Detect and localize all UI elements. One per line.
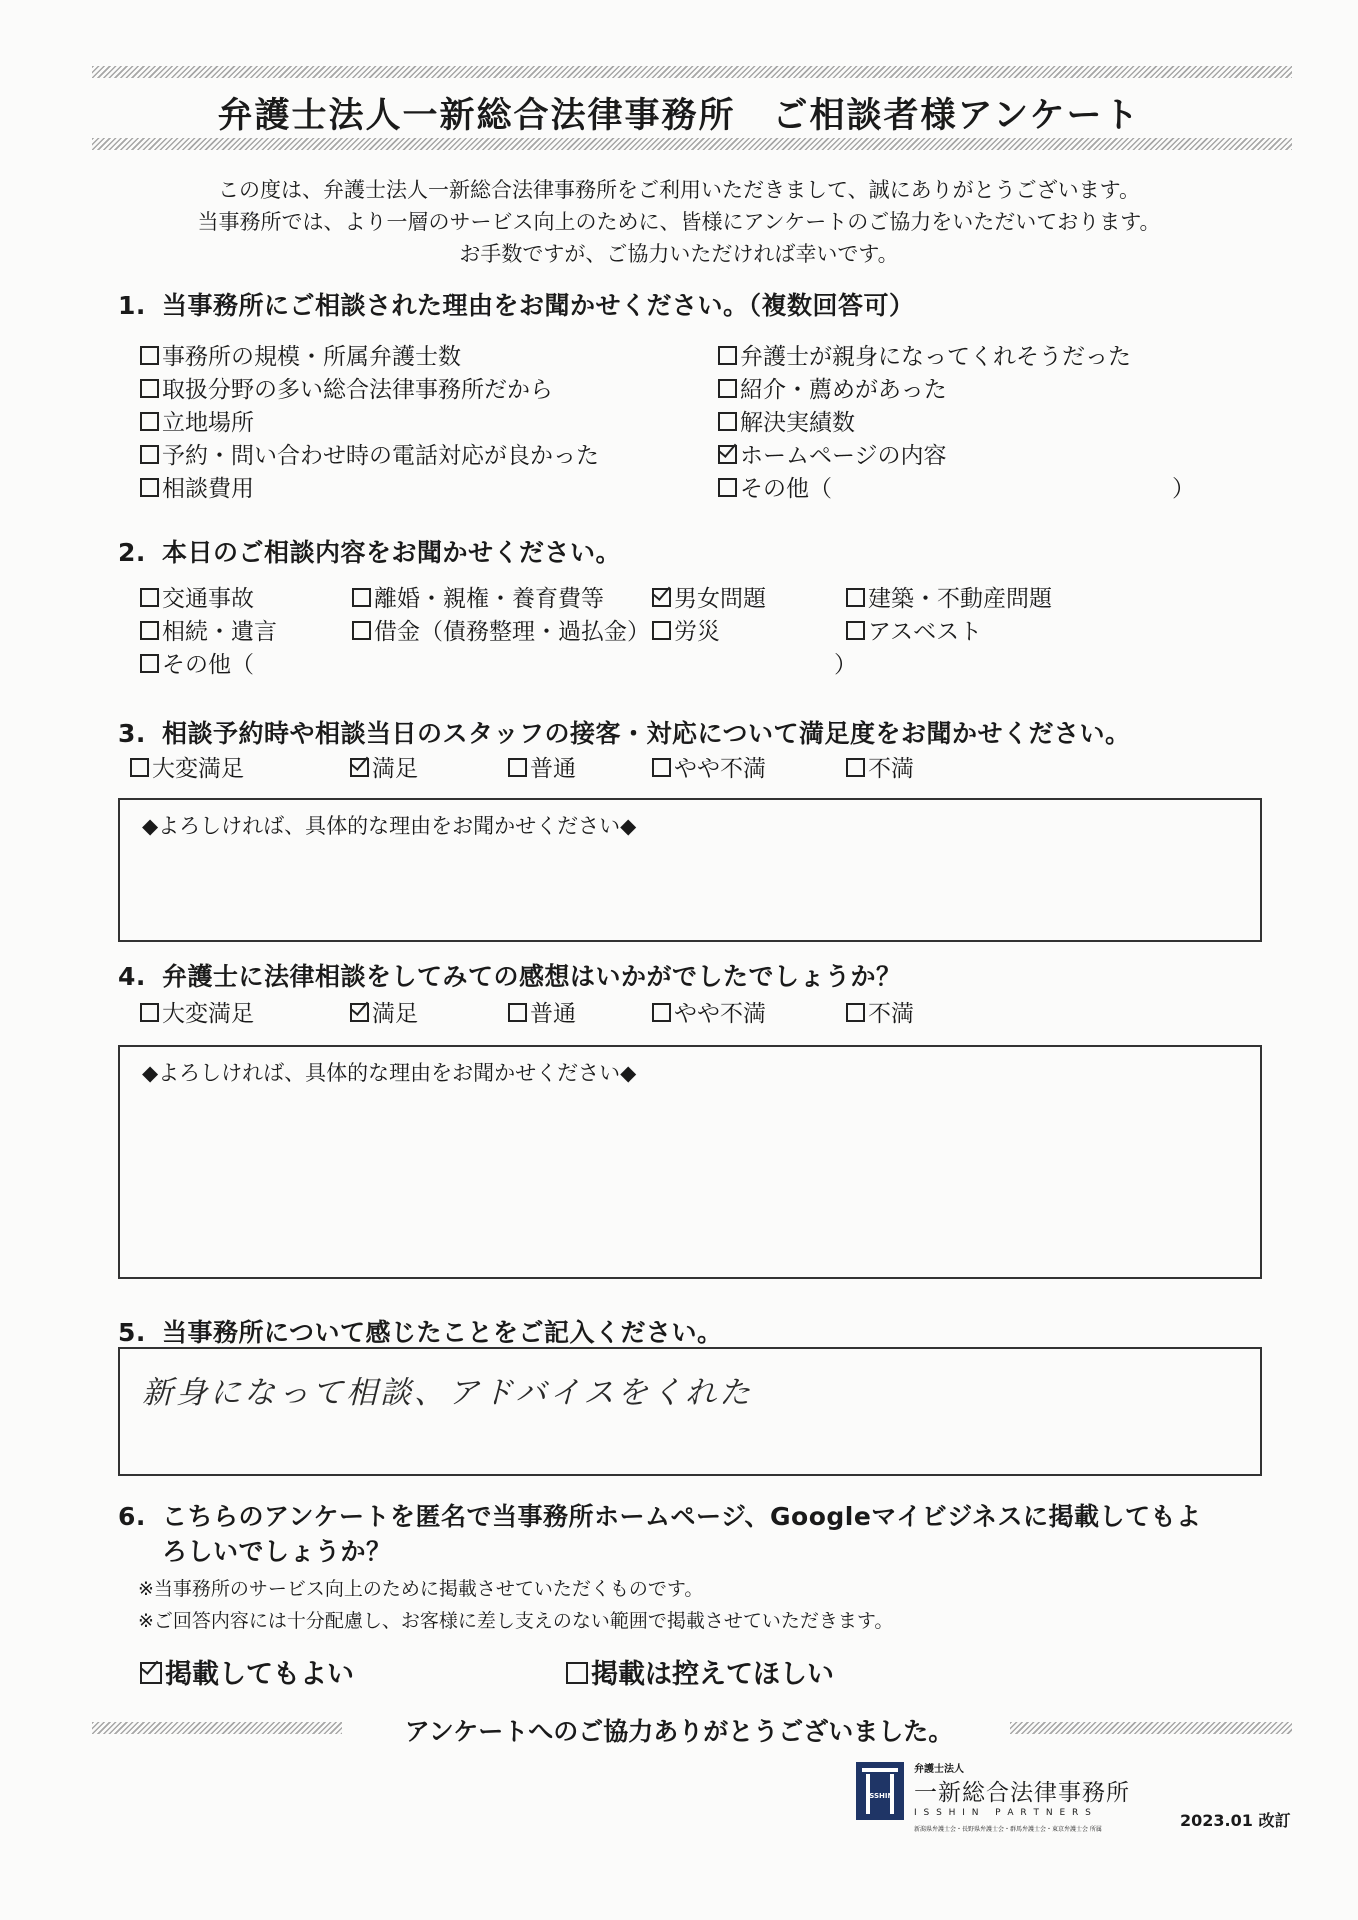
q4-number: 4. xyxy=(118,962,146,991)
q6-text-line1: こちらのアンケートを匿名で当事務所ホームページ、Googleマイビジネスに掲載してもよ xyxy=(162,1502,1202,1531)
q3-option-2[interactable]: 普通 xyxy=(508,750,576,783)
checkbox[interactable] xyxy=(140,412,159,431)
q2-option-2[interactable]: 男女問題 xyxy=(652,580,766,613)
q1-option-1[interactable]: 取扱分野の多い総合法律事務所だから xyxy=(140,371,553,404)
q1-option-0[interactable]: 事務所の規模・所属弁護士数 xyxy=(140,338,461,371)
q4-option-3[interactable]: やや不満 xyxy=(652,995,766,1028)
page-title: 弁護士法人一新総合法律事務所 ご相談者様アンケート xyxy=(217,96,1141,136)
q6-note-2: ※ご回答内容には十分配慮し、お客様に差し支えのない範囲で掲載させていただきます。 xyxy=(138,1610,894,1632)
q1-option-6[interactable]: 紹介・薦めがあった xyxy=(718,371,947,404)
checkbox-checked[interactable] xyxy=(350,758,369,777)
logo-mark-text: ISSHIN xyxy=(866,1792,894,1800)
q5-number: 5. xyxy=(118,1318,146,1347)
q1-other-close: ） xyxy=(1172,476,1195,502)
q1-heading xyxy=(118,286,915,322)
q4-option-4[interactable]: 不満 xyxy=(846,995,914,1028)
q4-option-1[interactable]: 満足 xyxy=(350,995,418,1028)
q1-option-7[interactable]: 解決実績数 xyxy=(718,404,855,437)
q2-option-3[interactable]: 建築・不動産問題 xyxy=(846,580,1052,613)
q3-option-4[interactable]: 不満 xyxy=(846,750,914,783)
q5-heading xyxy=(118,1313,723,1349)
logo-firm-name: 一新総合法律事務所 xyxy=(914,1780,1130,1806)
checkbox-checked[interactable] xyxy=(718,445,737,464)
q4-option-2[interactable]: 普通 xyxy=(508,995,576,1028)
checkbox[interactable] xyxy=(140,621,159,640)
q1-option-4[interactable]: 相談費用 xyxy=(140,470,254,503)
thanks-hatch-right xyxy=(1010,1722,1292,1734)
checkbox[interactable] xyxy=(846,621,865,640)
checkbox[interactable] xyxy=(140,654,159,673)
checkbox[interactable] xyxy=(718,478,737,497)
checkbox[interactable] xyxy=(352,621,371,640)
checkbox[interactable] xyxy=(846,588,865,607)
checkbox[interactable] xyxy=(352,588,371,607)
checkbox[interactable] xyxy=(652,1003,671,1022)
q5-answer-box[interactable] xyxy=(118,1347,1262,1476)
q2-option-5[interactable]: 借金（債務整理・過払金） xyxy=(352,613,650,646)
q2-other-close: ） xyxy=(834,652,857,678)
logo-english-name: I S S H I N P A R T N E R S xyxy=(914,1808,1093,1818)
q2-option-4[interactable]: 相続・遺言 xyxy=(140,613,277,646)
checkbox[interactable] xyxy=(718,412,737,431)
q4-option-0[interactable]: 大変満足 xyxy=(140,995,254,1028)
checkbox[interactable] xyxy=(508,758,527,777)
q1-option-5[interactable]: 弁護士が親身になってくれそうだった xyxy=(718,338,1131,371)
firm-logo xyxy=(856,1762,1166,1842)
q2-text: 本日のご相談内容をお聞かせください。 xyxy=(162,538,622,567)
logo-small-text: 弁護士法人 xyxy=(914,1764,964,1775)
q3-heading xyxy=(118,714,1131,750)
q2-option-6[interactable]: 労災 xyxy=(652,613,720,646)
q4-heading xyxy=(118,957,902,993)
q4-box-hint: ◆よろしければ、具体的な理由をお聞かせください◆ xyxy=(142,1061,637,1085)
q2-option-1[interactable]: 離婚・親権・養育費等 xyxy=(352,580,604,613)
logo-mark-icon xyxy=(856,1762,904,1820)
checkbox[interactable] xyxy=(508,1003,527,1022)
q1-number: 1. xyxy=(118,291,146,320)
intro-line-1: この度は、弁護士法人一新総合法律事務所をご利用いただきまして、誠にありがとうございます。 xyxy=(218,178,1140,202)
q1-option-9[interactable]: その他（ xyxy=(718,470,832,503)
q2-option-8[interactable]: その他（ xyxy=(140,646,254,679)
q1-text: 当事務所にご相談された理由をお聞かせください。（複数回答可） xyxy=(162,291,915,320)
checkbox[interactable] xyxy=(718,379,737,398)
checkbox[interactable] xyxy=(140,346,159,365)
q3-option-1[interactable]: 満足 xyxy=(350,750,418,783)
header-hatch-top xyxy=(92,66,1292,78)
logo-members: 新潟県弁護士会・長野県弁護士会・群馬弁護士会・東京弁護士会 所属 xyxy=(914,1826,1102,1833)
q1-option-8[interactable]: ホームページの内容 xyxy=(718,437,947,470)
header-hatch-bottom xyxy=(92,138,1292,150)
checkbox[interactable] xyxy=(846,758,865,777)
q6-number: 6. xyxy=(118,1502,146,1531)
checkbox[interactable] xyxy=(566,1662,588,1684)
checkbox[interactable] xyxy=(140,478,159,497)
checkbox-checked[interactable] xyxy=(652,588,671,607)
q3-text: 相談予約時や相談当日のスタッフの接客・対応について満足度をお聞かせください。 xyxy=(162,719,1131,748)
q6-option-1[interactable]: 掲載は控えてほしい xyxy=(566,1652,834,1691)
thanks-message: アンケートへのご協力ありがとうございました。 xyxy=(404,1717,954,1746)
checkbox[interactable] xyxy=(140,379,159,398)
checkbox[interactable] xyxy=(652,758,671,777)
q3-option-0[interactable]: 大変満足 xyxy=(130,750,244,783)
checkbox[interactable] xyxy=(652,621,671,640)
checkbox[interactable] xyxy=(846,1003,865,1022)
q6-heading xyxy=(118,1497,1202,1533)
q3-reason-box[interactable] xyxy=(118,798,1262,942)
checkbox-checked[interactable] xyxy=(350,1003,369,1022)
q6-option-0[interactable]: 掲載してもよい xyxy=(140,1652,354,1691)
checkbox[interactable] xyxy=(140,1003,159,1022)
q6-text-line2: ろしいでしょうか？ xyxy=(162,1537,392,1566)
q4-text: 弁護士に法律相談をしてみての感想はいかがでしたでしょうか？ xyxy=(162,962,902,991)
q5-text: 当事務所について感じたことをご記入ください。 xyxy=(162,1318,723,1347)
q1-option-2[interactable]: 立地場所 xyxy=(140,404,254,437)
q3-number: 3. xyxy=(118,719,146,748)
q2-number: 2. xyxy=(118,538,146,567)
q2-option-7[interactable]: アスベスト xyxy=(846,613,982,646)
q3-box-hint: ◆よろしければ、具体的な理由をお聞かせください◆ xyxy=(142,814,637,838)
q5-handwritten-answer: 新身になって相談、アドバイスをくれた xyxy=(142,1375,754,1411)
q6-note-1: ※当事務所のサービス向上のために掲載させていただくものです。 xyxy=(138,1578,704,1600)
q1-option-3[interactable]: 予約・問い合わせ時の電話対応が良かった xyxy=(140,437,599,470)
revision-label: 2023.01 改訂 xyxy=(1180,1811,1291,1830)
checkbox-checked[interactable] xyxy=(140,1662,162,1684)
intro-line-3: お手数ですが、ご協力いただければ幸いです。 xyxy=(459,242,899,266)
q4-reason-box[interactable] xyxy=(118,1045,1262,1279)
intro-line-2: 当事務所では、より一層のサービス向上のために、皆様にアンケートのご協力をいただいております。 xyxy=(197,210,1161,234)
checkbox[interactable] xyxy=(140,588,159,607)
checkbox[interactable] xyxy=(130,758,149,777)
q2-option-0[interactable]: 交通事故 xyxy=(140,580,254,613)
checkbox[interactable] xyxy=(140,445,159,464)
q2-heading xyxy=(118,533,621,569)
q3-option-3[interactable]: やや不満 xyxy=(652,750,766,783)
checkbox[interactable] xyxy=(718,346,737,365)
